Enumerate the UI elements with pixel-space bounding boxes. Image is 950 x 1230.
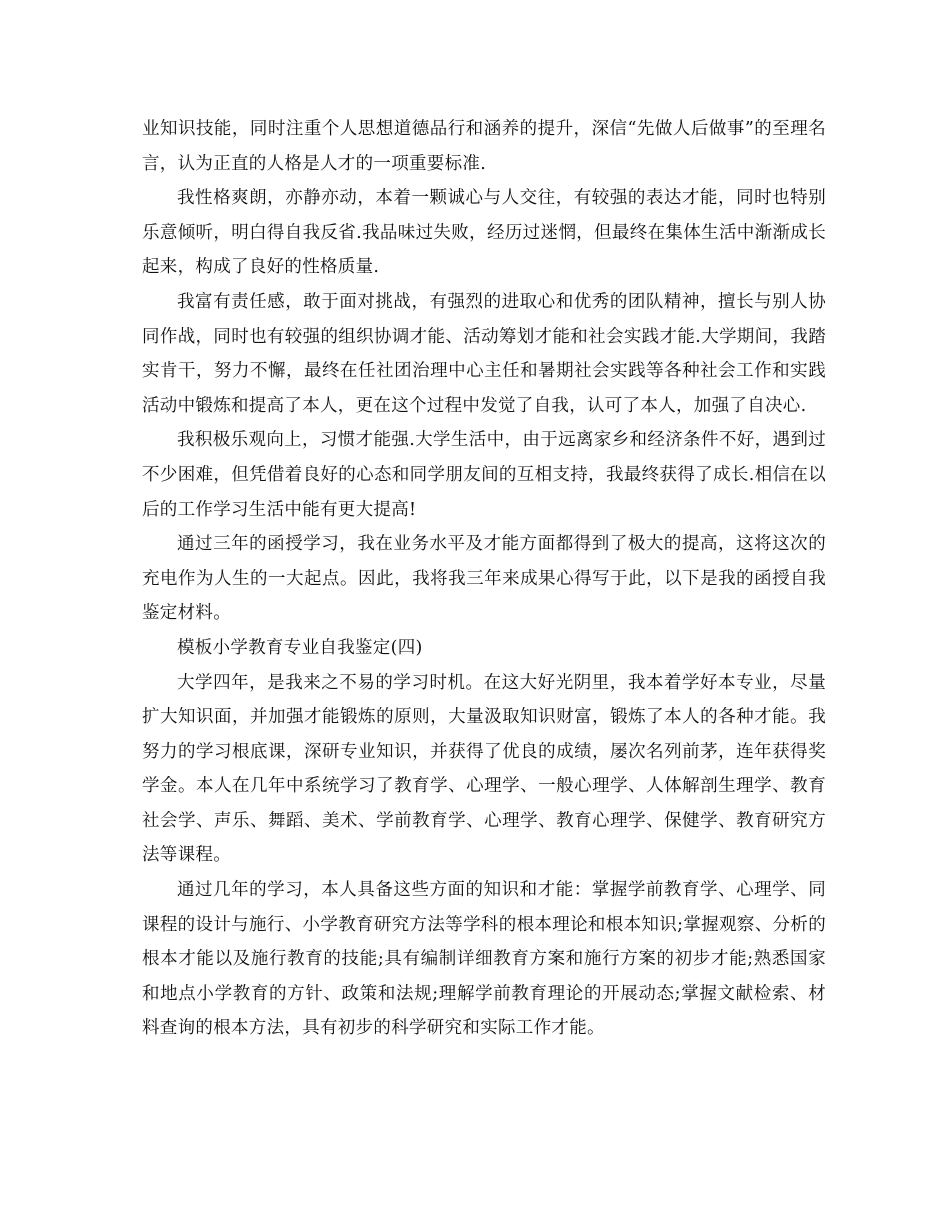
paragraph-correspondence-study: 通过三年的函授学习，我在业务水平及才能方面都得到了极大的提高，这将这次的充电作为人生的一大起点。因此，我将我三年来成果心得写于此，以下是我的函授自我鉴定材料。 <box>142 534 826 624</box>
section-heading: 模板小学教育专业自我鉴定(四) <box>177 637 423 658</box>
paragraph-attitude: 我积极乐观向上，习惯才能强.大学生活中，由于远离家乡和经济条件不好，遇到过不少困难，但凭借着良好的心态和同学朋友间的互相支持，我最终获得了成长.相信在以后的工作学习生活中能有更大提高! <box>142 430 826 520</box>
paragraph-continuation: 业知识技能，同时注重个人思想道德品行和涵养的提升，深信“先做人后做事”的至理名言，认为正直的人格是人才的一项重要标准. <box>142 119 826 174</box>
paragraph-personality: 我性格爽朗，亦静亦动，本着一颗诚心与人交往，有较强的表达才能，同时也特别乐意倾听，明白得自我反省.我品味过失败，经历过迷惘，但最终在集体生活中渐渐成长起来，构成了良好的性格质量. <box>142 188 826 278</box>
paragraph-university-years: 大学四年，是我来之不易的学习时机。在这大好光阴里，我本着学好本专业，尽量扩大知识面，并加强才能锻炼的原则，大量汲取知识财富，锻炼了本人的各种才能。我努力的学习根底课，深研专业知识，并获得了优良的成绩，屡次名列前茅，连年获得奖学金。本人在几年中系统学习了教育学、心理学、一般心理学、人体解剖生理学、教育社会学、声乐、舞蹈、美术、学前教育学、心理学、教育心理学、保健学、教育研究方法等课程。 <box>142 672 826 866</box>
document-body <box>142 112 826 1046</box>
paragraph-responsibility: 我富有责任感，敢于面对挑战，有强烈的进取心和优秀的团队精神，擅长与别人协同作战，同时也有较强的组织协调才能、活动筹划才能和社会实践才能.大学期间，我踏实肯干，努力不懈，最终在任社团治理中心主任和暑期社会实践等各种社会工作和实践活动中锻炼和提高了本人，更在这个过程中发觉了自我，认可了本人，加强了自决心. <box>142 291 826 416</box>
paragraph-knowledge-skills: 通过几年的学习，本人具备这些方面的知识和才能：掌握学前教育学、心理学、同课程的设计与施行、小学教育研究方法等学科的根本理论和根本知识;掌握观察、分析的根本才能以及施行教育的技能;具有编制详细教育方案和施行方案的初步才能;熟悉国家和地点小学教育的方针、政策和法规;理解学前教育理论的开展动态;掌握文献检索、材料查询的根本方法，具有初步的科学研究和实际工作才能。 <box>142 880 826 1039</box>
